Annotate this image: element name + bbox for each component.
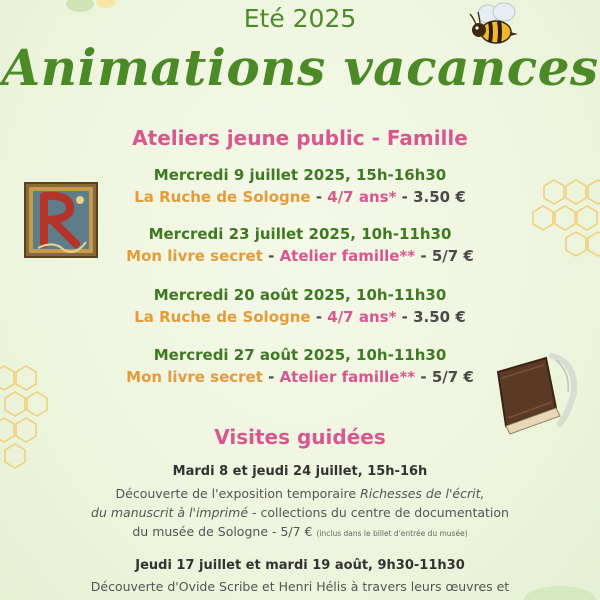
atelier-3-date: Mercredi 20 août 2025, 10h-11h30: [153, 286, 447, 304]
flower-decoration-icon: [520, 578, 600, 600]
page-title: Animations vacances: [1, 38, 599, 97]
atelier-2-date: Mercredi 23 juillet 2025, 10h-11h30: [148, 225, 452, 243]
atelier-1-date: Mercredi 9 juillet 2025, 15h-16h30: [153, 166, 447, 184]
honeycomb-outline: [530, 178, 600, 270]
atelier-3-details: La Ruche de Sologne - 4/7 ans* - 3.50 €: [134, 308, 466, 326]
visite-1-line-3: du musée de Sologne - 5/7 € (inclus dans le billet d'entrée du musée): [132, 524, 468, 539]
visite-1-date: Mardi 8 et jeudi 24 juillet, 15h-16h: [172, 464, 428, 479]
atelier-1-price: 3.50 €: [413, 188, 466, 206]
visite-1-line-2: du manuscrit à l'imprimé - collections du centre de documentation: [91, 505, 509, 520]
atelier-2-audience: Atelier famille**: [279, 247, 416, 265]
atelier-4-date: Mercredi 27 août 2025, 10h-11h30: [153, 346, 447, 364]
atelier-3-activity: La Ruche de Sologne: [134, 308, 311, 326]
atelier-2-details: Mon livre secret - Atelier famille** - 5/7 €: [126, 247, 474, 265]
visite-1-line-1: Découverte de l'exposition temporaire Richesses de l'écrit,: [115, 486, 485, 501]
atelier-1-audience: 4/7 ans*: [327, 188, 397, 206]
visite-1-note: (inclus dans le billet d'entrée du musée): [316, 529, 468, 538]
atelier-4-audience: Atelier famille**: [279, 368, 416, 386]
atelier-4-details: Mon livre secret - Atelier famille** - 5/7 €: [126, 368, 474, 386]
atelier-2-activity: Mon livre secret: [126, 247, 263, 265]
atelier-1-activity: La Ruche de Sologne: [134, 188, 311, 206]
old-book-with-quill: [490, 352, 582, 436]
atelier-3-audience: 4/7 ans*: [327, 308, 397, 326]
visite-2-date: Jeudi 17 juillet et mardi 19 août, 9h30-11h30: [135, 558, 465, 573]
visite-2-line-1: Découverte d'Ovide Scribe et Henri Hélis à travers leurs œuvres et: [90, 579, 510, 594]
atelier-3-price: 3.50 €: [413, 308, 466, 326]
atelier-4-activity: Mon livre secret: [126, 368, 263, 386]
atelier-4-price: 5/7 €: [431, 368, 474, 386]
atelier-1-details: La Ruche de Sologne - 4/7 ans* - 3.50 €: [134, 188, 466, 206]
atelier-2-price: 5/7 €: [431, 247, 474, 265]
ateliers-section-title: Ateliers jeune public - Famille: [132, 126, 468, 150]
visites-section-title: Visites guidées: [214, 425, 386, 449]
season-label: Eté 2025: [243, 4, 357, 33]
